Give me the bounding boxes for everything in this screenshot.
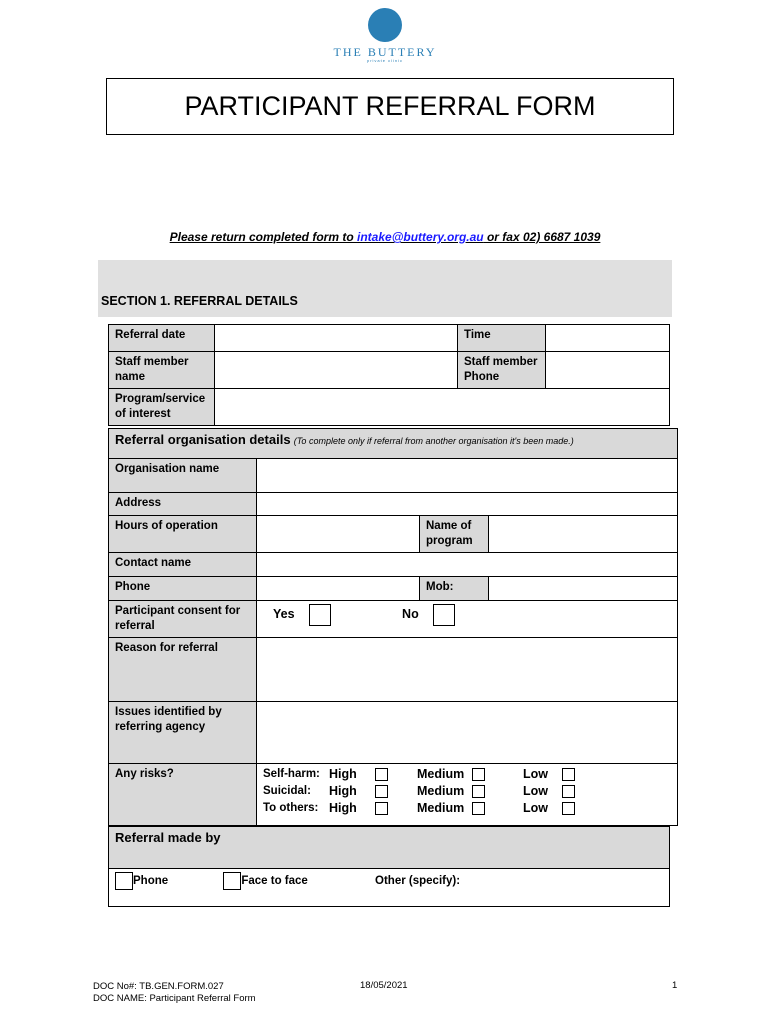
risk-others-label: To others: <box>263 802 319 814</box>
intake-email-link[interactable]: intake@buttery.org.au <box>357 230 484 244</box>
consent-field <box>257 601 678 638</box>
self-harm-high-checkbox[interactable] <box>375 768 388 781</box>
referral-details-table <box>108 324 670 426</box>
consent-yes-checkbox[interactable] <box>309 604 331 626</box>
hours-label: Hours of operation <box>109 516 257 553</box>
consent-yes-label: Yes <box>273 607 295 622</box>
program-name-field[interactable] <box>489 516 678 553</box>
doc-name: DOC NAME: Participant Referral Form <box>93 993 256 1004</box>
high-label: High <box>329 801 357 815</box>
referral-made-heading: Referral made by <box>109 827 670 869</box>
section-title: SECTION 1. REFERRAL DETAILS <box>101 294 298 308</box>
time-field[interactable] <box>546 325 670 352</box>
high-label: High <box>329 767 357 781</box>
referral-made-table <box>108 826 670 907</box>
program-name-label: Name of program <box>420 516 489 553</box>
risks-label: Any risks? <box>109 764 257 826</box>
staff-phone-field[interactable] <box>546 352 670 389</box>
medium-label: Medium <box>417 801 465 815</box>
org-name-label: Organisation name <box>109 459 257 493</box>
logo-subtitle: private clinic <box>366 58 403 63</box>
staff-phone-label: Staff member Phone <box>458 352 546 389</box>
time-label: Time <box>458 325 546 352</box>
issues-label: Issues identified by referring agency <box>109 702 257 764</box>
logo-name: THE BUTTERY <box>333 45 437 59</box>
logo-icon <box>368 8 402 42</box>
address-field[interactable] <box>257 493 678 516</box>
program-field[interactable] <box>215 389 670 426</box>
risk-high-column <box>329 766 417 817</box>
risk-medium-column <box>417 766 523 817</box>
program-label: Program/service of interest <box>109 389 215 426</box>
self-harm-low-checkbox[interactable] <box>562 768 575 781</box>
suicidal-low-checkbox[interactable] <box>562 785 575 798</box>
low-label: Low <box>523 767 548 781</box>
consent-no-label: No <box>402 607 419 622</box>
reason-field[interactable] <box>257 638 678 702</box>
phone-label: Phone <box>109 577 257 601</box>
referral-date-label: Referral date <box>109 325 215 352</box>
other-option-label: Other (specify): <box>375 875 461 888</box>
low-label: Low <box>523 784 548 798</box>
others-high-checkbox[interactable] <box>375 802 388 815</box>
mob-label: Mob: <box>420 577 489 601</box>
hours-field[interactable] <box>257 516 420 553</box>
referral-org-table <box>108 428 678 826</box>
risk-self-harm-label: Self-harm: <box>263 768 320 780</box>
consent-label: Participant consent for referral <box>109 601 257 638</box>
return-instructions: Please return completed form to intake@buttery.org.au or fax 02) 6687 1039 <box>169 230 601 244</box>
address-label: Address <box>109 493 257 516</box>
staff-name-label: Staff member name <box>109 352 215 389</box>
suicidal-high-checkbox[interactable] <box>375 785 388 798</box>
face-to-face-checkbox[interactable] <box>223 872 241 890</box>
risks-field <box>257 764 678 826</box>
consent-no-checkbox[interactable] <box>433 604 455 626</box>
low-label: Low <box>523 801 548 815</box>
risk-low-column <box>523 766 575 817</box>
risk-suicidal-label: Suicidal: <box>263 785 311 797</box>
doc-number: DOC No#: TB.GEN.FORM.027 <box>93 981 224 992</box>
page-number: 1 <box>672 980 678 991</box>
org-name-field[interactable] <box>257 459 678 493</box>
staff-name-field[interactable] <box>215 352 458 389</box>
section-band <box>98 260 672 317</box>
referral-date-field[interactable] <box>215 325 458 352</box>
risk-labels <box>263 766 329 817</box>
medium-label: Medium <box>417 767 465 781</box>
self-harm-medium-checkbox[interactable] <box>472 768 485 781</box>
high-label: High <box>329 784 357 798</box>
org-note: (To complete only if referral from another organisation it's been made.) <box>293 436 574 446</box>
referral-method-row <box>109 869 670 907</box>
phone-option-label: Phone <box>133 875 169 888</box>
org-heading: Referral organisation details <box>115 432 291 447</box>
page-title: PARTICIPANT REFERRAL FORM <box>106 78 674 135</box>
phone-checkbox[interactable] <box>115 872 133 890</box>
face-option-label: Face to face <box>241 875 308 888</box>
phone-field[interactable] <box>257 577 420 601</box>
suicidal-medium-checkbox[interactable] <box>472 785 485 798</box>
mob-field[interactable] <box>489 577 678 601</box>
reason-label: Reason for referral <box>109 638 257 702</box>
others-medium-checkbox[interactable] <box>472 802 485 815</box>
medium-label: Medium <box>417 784 465 798</box>
org-heading-row <box>109 429 678 459</box>
contact-label: Contact name <box>109 553 257 577</box>
issues-field[interactable] <box>257 702 678 764</box>
doc-date: 18/05/2021 <box>360 980 408 991</box>
contact-field[interactable] <box>257 553 678 577</box>
others-low-checkbox[interactable] <box>562 802 575 815</box>
